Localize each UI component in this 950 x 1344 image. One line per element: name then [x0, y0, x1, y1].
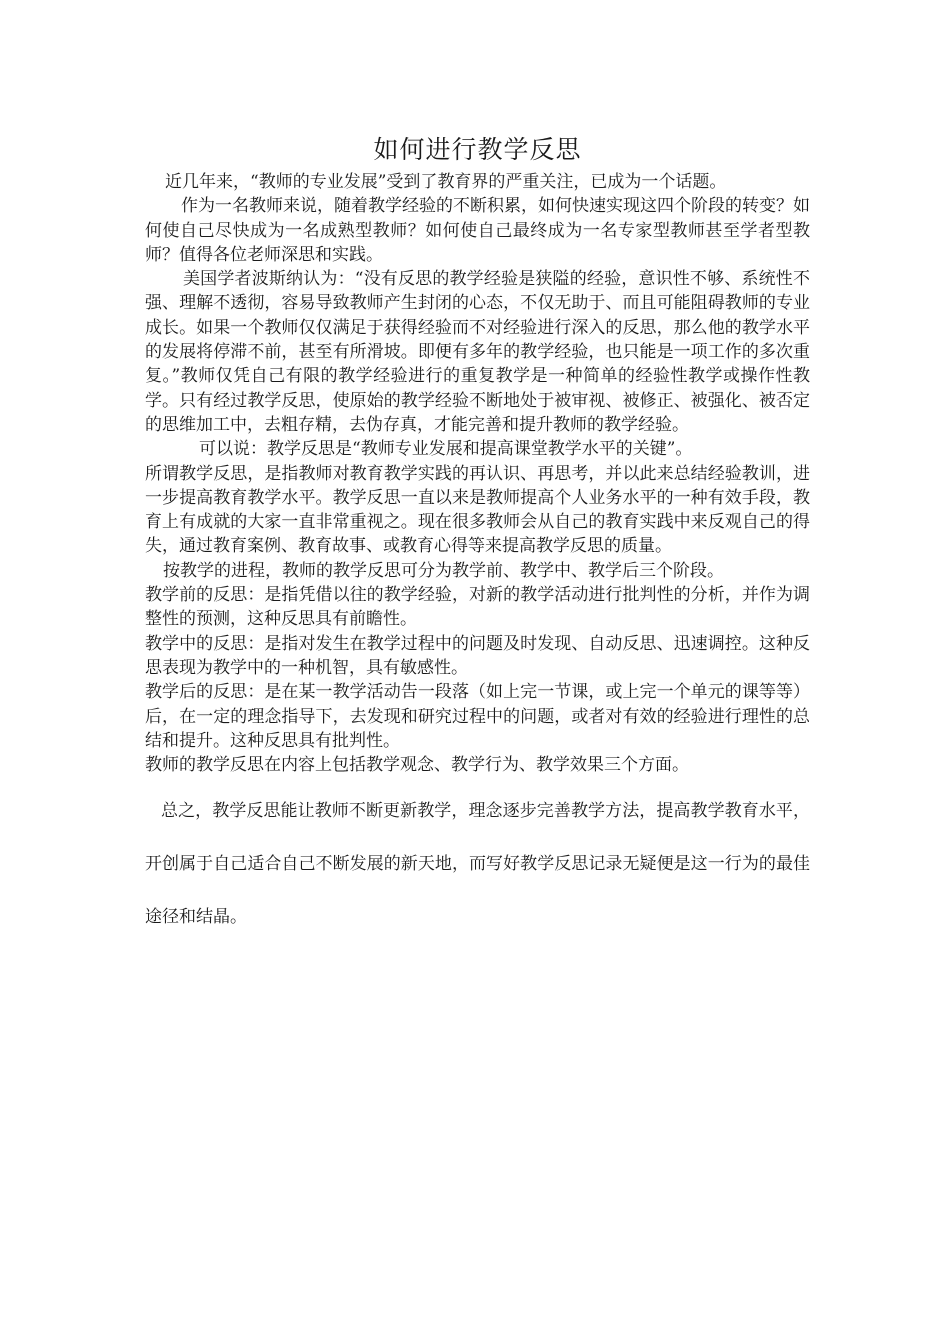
- document-page: [145, 130, 810, 944]
- document-title: 如何进行教学反思: [373, 135, 582, 164]
- paragraph-content-aspects: 教师的教学反思在内容上包括教学观念、教学行为、教学效果三个方面。: [145, 755, 689, 776]
- paragraph-before-teaching: 教学前的反思：是指凭借以往的教学经验，对新的教学活动进行批判性的分析，并作为调整性的预测，这种反思具有前瞻性。: [145, 585, 810, 630]
- paragraph-stages: 按教学的进程，教师的教学反思可分为教学前、教学中、教学后三个阶段。: [163, 560, 724, 581]
- paragraph-definition: 所谓教学反思，是指教师对教育教学实践的再认识、再思考，并以此来总结经验教训，进一步提高教育教学水平。教学反思一直以来是教师提高个人业务水平的一种有效手段，教育上有成就的大家一直非常重视之。现在很多教师会从自己的教育实践中来反观自己的得失，通过教育案例、教育故事、或教育心得等来提高教学反思的质量。: [145, 463, 810, 557]
- paragraph-teacher-growth: 作为一名教师来说，随着教学经验的不断积累，如何快速实现这四个阶段的转变？如何使自己尽快成为一名成熟型教师？如何使自己最终成为一名专家型教师甚至学者型教师？值得各位老师深思和实践。: [145, 196, 810, 265]
- paragraph-after-teaching: 教学后的反思：是在某一教学活动告一段落（如上完一节课，或上完一个单元的课等等）后，在一定的理念指导下，去发现和研究过程中的问题，或者对有效的经验进行理性的总结和提升。这种反思具有批判性。: [145, 682, 810, 751]
- paragraph-intro: 近几年来，“教师的专业发展”受到了教育界的严重关注，已成为一个话题。: [165, 172, 727, 192]
- paragraph-posner-quote: 美国学者波斯纳认为：“没有反思的教学经验是狭隘的经验，意识性不够、系统性不强、理解不透彻，容易导致教师产生封闭的心态，不仅无助于、而且可能阻碍教师的专业成长。如果一个教师仅仅满足于获得经验而不对经验进行深入的反思，那么他的教学水平的发展将停滞不前，甚至有所滑坡。即便有多年的教学经验，也只能是一项工作的多次重复。”教师仅凭自己有限的教学经验进行的重复教学是一种简单的经验性教学或操作性教学。只有经过教学反思，使原始的教学经验不断地处于被审视、被修正、被强化、被否定的思维加工中，去粗存精，去伪存真，才能完善和提升教师的教学经验。: [145, 269, 810, 435]
- paragraph-key-statement: 可以说：教学反思是“教师专业发展和提高课堂教学水平的关键”。: [199, 439, 693, 460]
- paragraph-summary: 总之，教学反思能让教师不断更新教学，理念逐步完善教学方法，提高教学教育水平，开创属于自己适合自己不断发展的新天地，而写好教学反思记录无疑便是这一行为的最佳途径和结晶。: [145, 801, 810, 928]
- paragraph-during-teaching: 教学中的反思：是指对发生在教学过程中的问题及时发现、自动反思、迅速调控。这种反思表现为教学中的一种机智，具有敏感性。: [145, 633, 810, 678]
